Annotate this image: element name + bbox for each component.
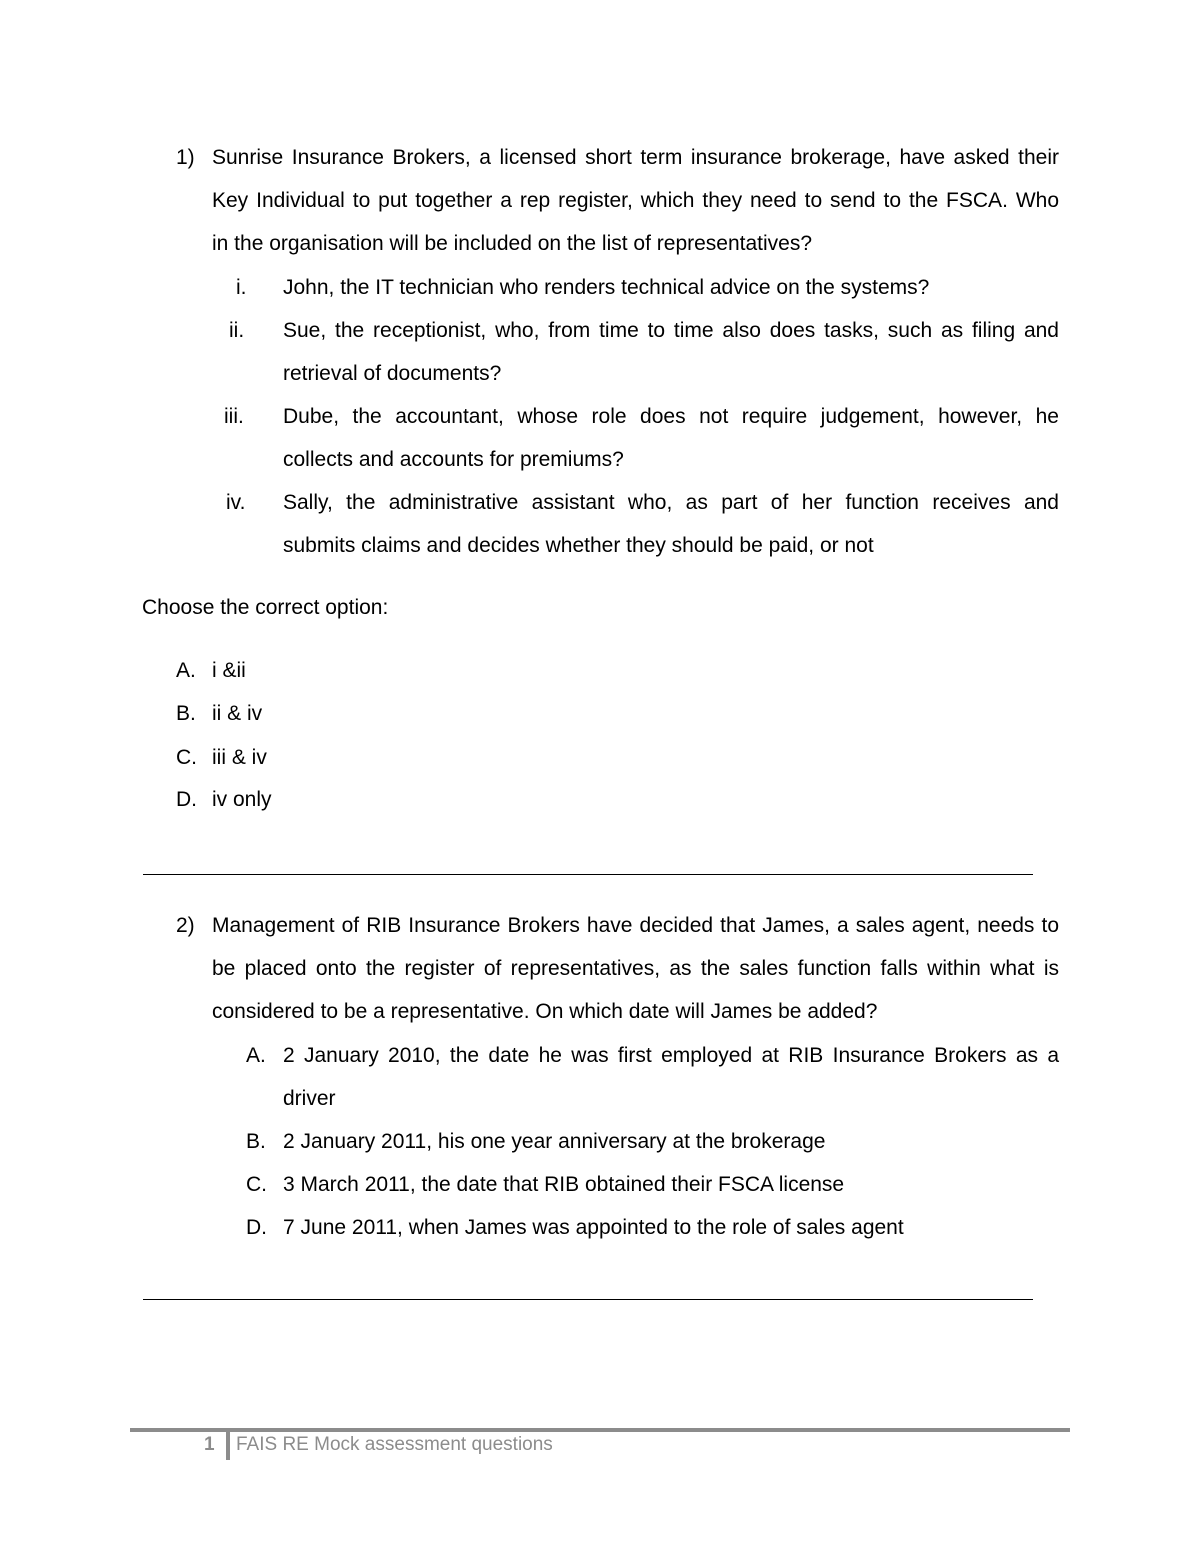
footer-page-number: 1 [204,1434,215,1455]
question-2-text-line: Management of RIB Insurance Brokers have decided that James, a sales agent, needs to [212,914,1059,937]
question-1-number: 1) [176,146,195,169]
item-text: submits claims and decides whether they should be paid, or not [283,534,874,557]
option-letter: B. [176,702,196,725]
choose-prompt: Choose the correct option: [142,596,389,619]
option-letter: C. [176,746,197,769]
question-2-number: 2) [176,914,195,937]
option-text: ii & iv [212,702,263,725]
question-1-text-line: Sunrise Insurance Brokers, a licensed short term insurance brokerage, have asked their [212,146,1059,169]
footer-title: FAIS RE Mock assessment questions [236,1434,553,1455]
option-letter: D. [246,1216,267,1239]
item-text: collects and accounts for premiums? [283,448,624,471]
question-2-text-line: be placed onto the register of representatives, as the sales function falls within what is [212,957,1059,980]
option-letter: C. [246,1173,267,1196]
item-marker: i. [236,276,247,299]
item-text: John, the IT technician who renders technical advice on the systems? [283,276,930,299]
option-text: i &ii [212,659,246,682]
question-1-text-line: in the organisation will be included on the list of representatives? [212,232,813,255]
item-text: Dube, the accountant, whose role does not require judgement, however, he [283,405,1059,428]
question-1-text-line: Key Individual to put together a rep register, which they need to send to the FSCA. Who [212,189,1059,212]
item-text: Sue, the receptionist, who, from time to time also does tasks, such as filing and [283,319,1059,342]
option-text: 2 January 2010, the date he was first employed at RIB Insurance Brokers as a [283,1044,1059,1067]
option-letter: D. [176,788,197,811]
question-2-text-line: considered to be a representative. On which date will James be added? [212,1000,878,1023]
footer-rule [130,1428,1070,1432]
item-text: Sally, the administrative assistant who, as part of her function receives and [283,491,1059,514]
item-text: retrieval of documents? [283,362,502,385]
option-text: iii & iv [212,746,267,769]
item-marker: iv. [226,491,246,514]
section-divider [143,874,1033,875]
option-letter: A. [246,1044,266,1067]
option-text: 2 January 2011, his one year anniversary at the brokerage [283,1130,826,1153]
option-letter: B. [246,1130,266,1153]
option-text: driver [283,1087,336,1110]
item-marker: iii. [224,405,244,428]
option-text: iv only [212,788,272,811]
option-text: 7 June 2011, when James was appointed to the role of sales agent [283,1216,904,1239]
option-letter: A. [176,659,196,682]
item-marker: ii. [229,319,245,342]
section-divider [143,1299,1033,1300]
footer-separator [226,1432,230,1460]
option-text: 3 March 2011, the date that RIB obtained their FSCA license [283,1173,845,1196]
